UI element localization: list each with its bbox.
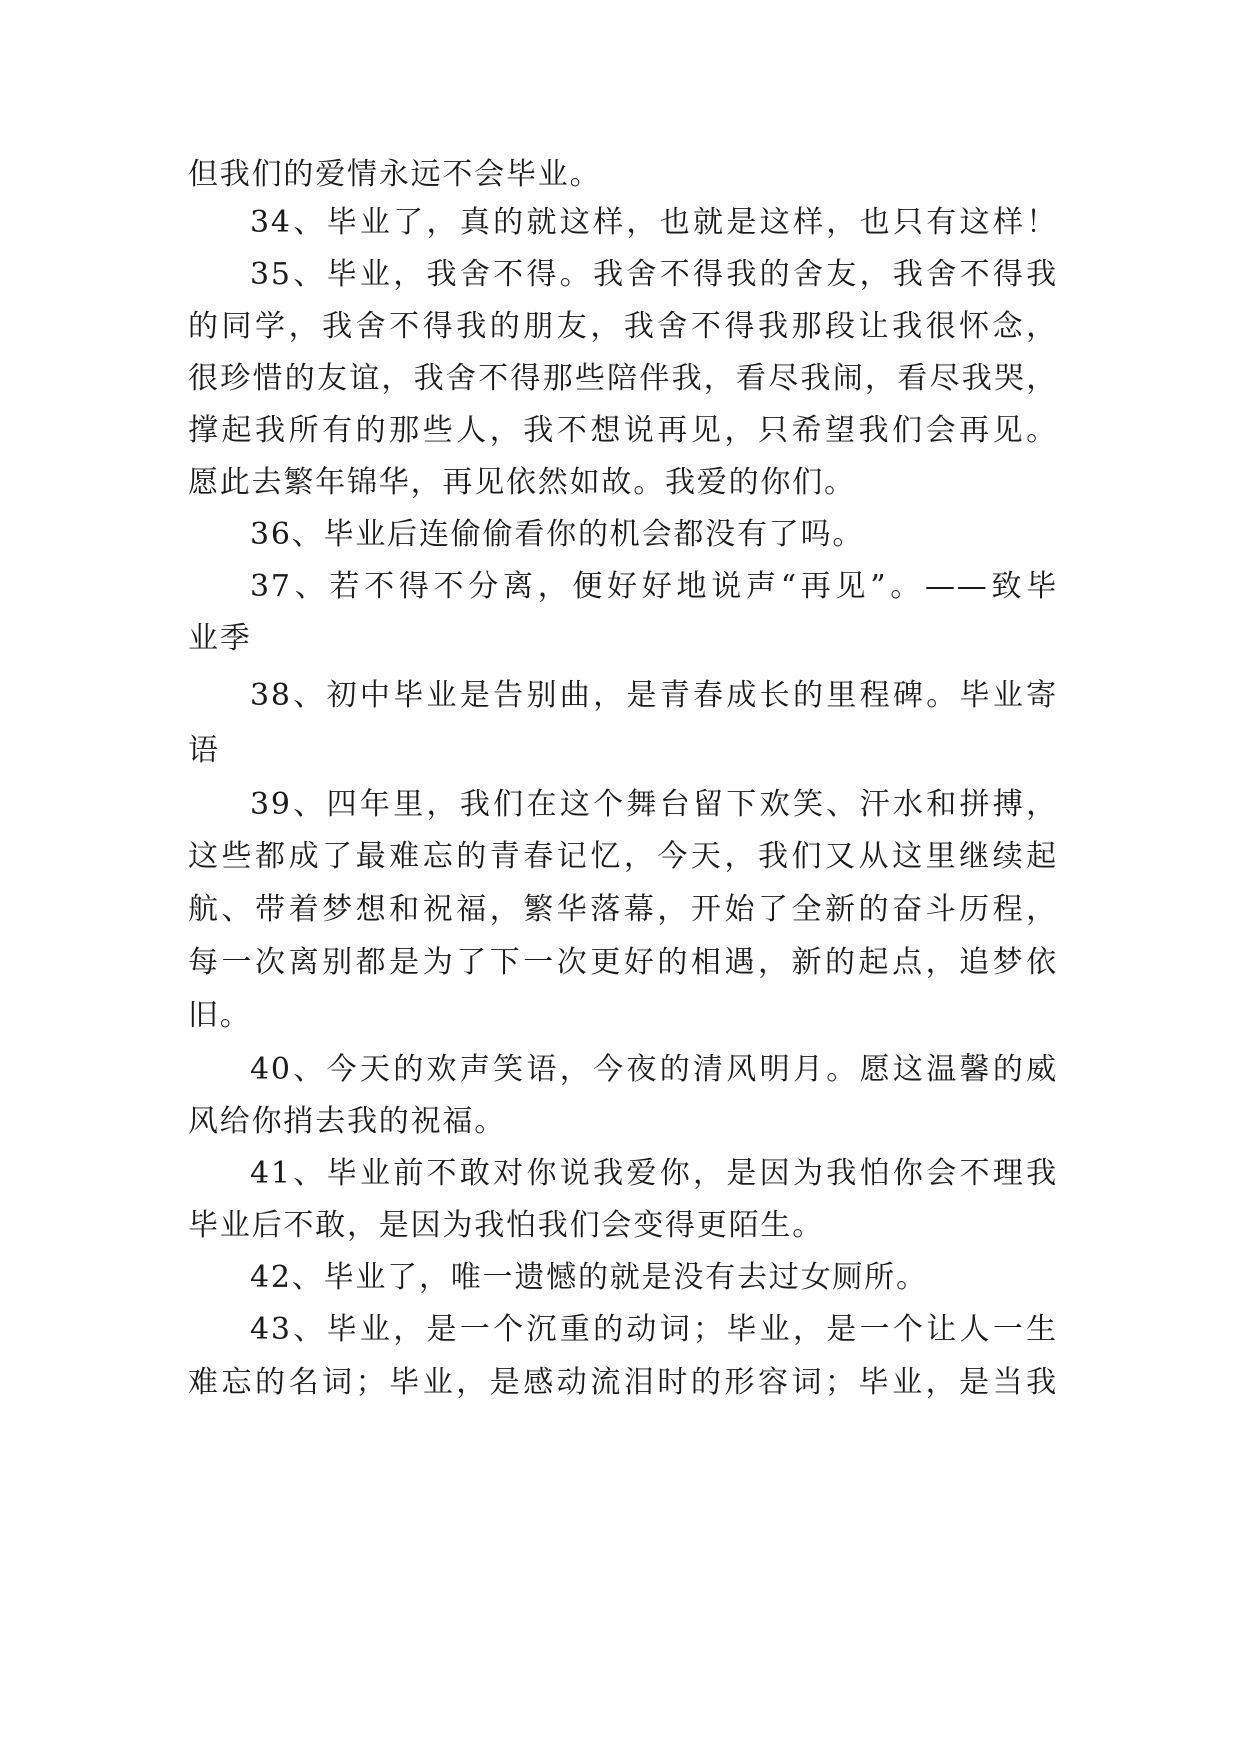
- text-line: 的同学，我舍不得我的朋友，我舍不得我那段让我很怀念，: [188, 309, 1058, 344]
- text-line: 业季: [188, 621, 252, 656]
- text-line: 愿此去繁年锦华，再见依然如故。我爱的你们。: [188, 465, 856, 500]
- item-38: 38、初中毕业是告别曲，是青春成长的里程碑。毕业寄: [250, 678, 1058, 713]
- text-line: 风给你捎去我的祝福。: [188, 1104, 506, 1139]
- text-line: 每一次离别都是为了下一次更好的相遇，新的起点，追梦依: [188, 945, 1058, 980]
- item-39: 39、四年里，我们在这个舞台留下欢笑、汗水和拼搏，: [250, 787, 1058, 822]
- text-line: 难忘的名词；毕业，是感动流泪时的形容词；毕业，是当我: [188, 1365, 1058, 1400]
- text-line: 旧。: [188, 998, 252, 1033]
- text-line: 航、带着梦想和祝福，繁华落幕，开始了全新的奋斗历程，: [188, 892, 1058, 927]
- item-41: 41、毕业前不敢对你说我爱你，是因为我怕你会不理我: [250, 1156, 1058, 1191]
- item-35: 35、毕业，我舍不得。我舍不得我的舍友，我舍不得我: [250, 257, 1058, 292]
- text-line: 语: [188, 733, 220, 768]
- text-line: 撑起我所有的那些人，我不想说再见，只希望我们会再见。: [188, 413, 1058, 448]
- item-36: 36、毕业后连偷偷看你的机会都没有了吗。: [250, 517, 865, 552]
- text-line: 但我们的爱情永远不会毕业。: [188, 157, 602, 192]
- text-line: 这些都成了最难忘的青春记忆，今天，我们又从这里继续起: [188, 839, 1058, 874]
- item-43: 43、毕业，是一个沉重的动词；毕业，是一个让人一生: [250, 1312, 1058, 1347]
- item-37: 37、若不得不分离，便好好地说声“再见”。——致毕: [250, 569, 1058, 604]
- item-42: 42、毕业了，唯一遗憾的就是没有去过女厕所。: [250, 1260, 928, 1295]
- item-40: 40、今天的欢声笑语，今夜的清风明月。愿这温馨的威: [250, 1052, 1058, 1087]
- text-line: 毕业后不敢，是因为我怕我们会变得更陌生。: [188, 1208, 824, 1243]
- text-line: 很珍惜的友谊，我舍不得那些陪伴我，看尽我闹，看尽我哭，: [188, 361, 1058, 396]
- item-34: 34、毕业了，真的就这样，也就是这样，也只有这样！: [250, 205, 1058, 240]
